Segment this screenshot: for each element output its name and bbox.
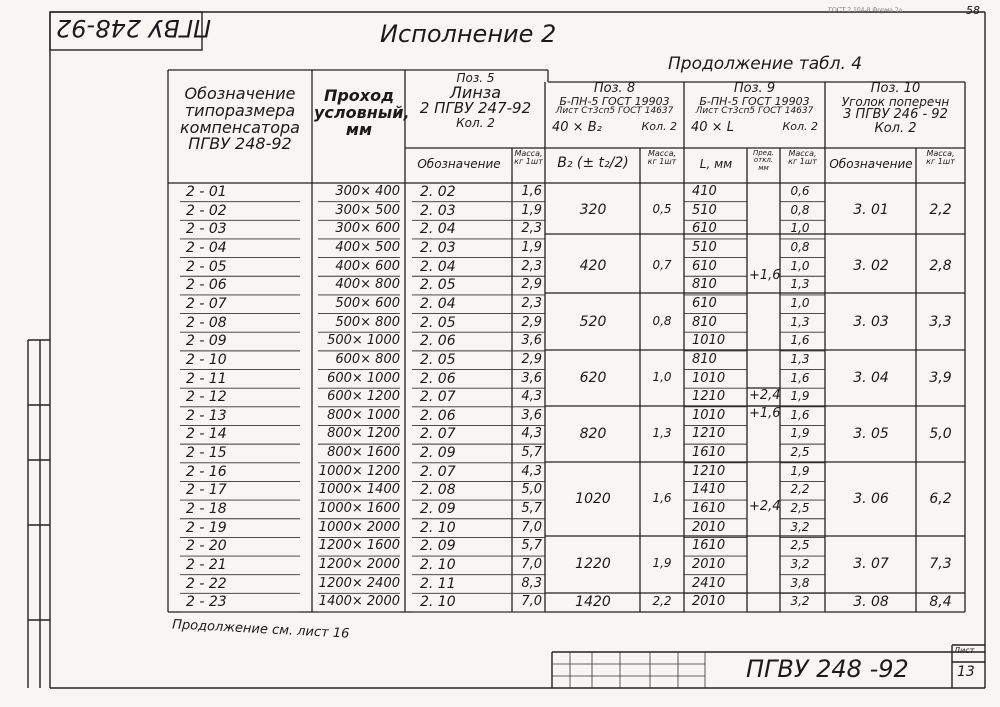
group-b2-mass: 0,8 (652, 313, 672, 328)
row-length: 1610 (692, 538, 726, 554)
row-passage: 500× 800 (335, 314, 400, 330)
row-code: 2 - 04 (186, 239, 227, 256)
row-length-mass: 1,9 (790, 463, 810, 478)
sub-angle-mass: Масса, кг 1шт (926, 149, 955, 167)
row-lens-mass: 5,0 (521, 482, 542, 498)
row-code: 2 - 03 (186, 221, 227, 238)
row-lens-designation: 2. 04 (420, 258, 456, 275)
row-code: 2 - 09 (186, 333, 227, 350)
row-lens-designation: 2. 09 (420, 445, 456, 462)
row-code: 2 - 20 (186, 538, 227, 555)
row-lens-mass: 3,6 (521, 333, 542, 349)
row-passage: 300× 400 (335, 184, 400, 199)
group-angle-mass: 3,9 (929, 369, 952, 386)
group-angle-designation: 3. 07 (853, 556, 889, 573)
group-angle-designation: 3. 05 (853, 425, 889, 442)
row-lens-designation: 2. 10 (420, 594, 456, 611)
row-length: 810 (692, 314, 717, 330)
row-passage: 400× 600 (335, 258, 400, 274)
group-b2: 620 (579, 369, 607, 386)
row-lens-designation: 2. 04 (420, 221, 456, 238)
row-lens-designation: 2. 07 (420, 389, 456, 406)
row-length-mass: 1,3 (790, 351, 810, 366)
row-code: 2 - 12 (186, 389, 227, 406)
header-passage: Проход условный, мм (314, 86, 410, 139)
group-b2: 320 (579, 201, 607, 218)
group-angle-designation: 3. 03 (853, 313, 889, 330)
row-lens-mass: 5,7 (521, 445, 542, 461)
row-lens-designation: 2. 05 (420, 277, 456, 294)
row-lens-designation: 2. 11 (420, 575, 456, 592)
form-meta: ГОСТ 2.104-8 Форма 2а (828, 7, 903, 14)
row-passage: 800× 1600 (327, 445, 400, 461)
row-lens-designation: 2. 07 (420, 463, 456, 480)
sub-angle-designation: Обозначение (829, 157, 913, 171)
row-passage: 1000× 1600 (318, 501, 400, 517)
group-b2-mass: 2,2 (652, 593, 672, 608)
row-length: 410 (692, 184, 717, 199)
row-lens-mass: 1,9 (521, 202, 542, 218)
group-angle-designation: 3. 08 (853, 593, 889, 610)
row-passage: 800× 1200 (327, 426, 400, 442)
row-passage: 1200× 2400 (318, 575, 400, 591)
row-passage: 1400× 2000 (318, 594, 400, 610)
group-angle-designation: 3. 01 (853, 201, 889, 218)
row-passage: 500× 1000 (327, 333, 400, 349)
row-lens-mass: 5,7 (521, 538, 542, 554)
sub-length: L, мм (699, 157, 733, 171)
row-code: 2 - 05 (186, 258, 227, 275)
row-length: 2010 (692, 557, 726, 573)
row-length-mass: 1,9 (790, 426, 810, 441)
row-length-mass: 3,2 (790, 519, 810, 534)
row-passage: 600× 800 (335, 351, 400, 367)
row-length-mass: 3,2 (790, 594, 810, 609)
row-length-mass: 1,9 (790, 389, 810, 404)
group-b2: 1420 (575, 593, 611, 610)
row-passage: 300× 600 (335, 221, 400, 237)
row-passage: 1000× 1400 (318, 482, 400, 498)
row-length-mass: 1,6 (790, 333, 810, 348)
row-lens-mass: 2,3 (521, 258, 542, 274)
row-code: 2 - 02 (186, 202, 227, 219)
deviation-value: +2,4 (749, 499, 781, 514)
row-passage: 1000× 2000 (318, 519, 400, 535)
group-b2: 1220 (575, 556, 611, 573)
row-lens-mass: 1,6 (521, 184, 542, 199)
continuation-label: Продолжение табл. 4 (668, 54, 863, 74)
corner-code: ПГВУ 248-92 (56, 14, 212, 42)
row-code: 2 - 18 (186, 501, 227, 518)
group-angle-mass: 8,4 (929, 593, 952, 610)
group-b2-mass: 1,6 (652, 491, 672, 506)
group-angle-designation: 3. 02 (853, 257, 889, 274)
sheet-number: 13 (957, 664, 975, 680)
row-passage: 1000× 1200 (318, 463, 400, 479)
group-b2-mass: 0,7 (652, 257, 672, 272)
row-code: 2 - 08 (186, 314, 227, 331)
deviation-value: +1,6 (749, 406, 781, 421)
row-code: 2 - 01 (186, 184, 227, 200)
row-passage: 1200× 1600 (318, 538, 400, 554)
row-length: 2010 (692, 519, 726, 535)
row-code: 2 - 06 (186, 277, 227, 294)
group-angle-mass: 3,3 (929, 313, 952, 330)
row-lens-mass: 3,6 (521, 370, 542, 386)
row-code: 2 - 16 (186, 463, 227, 480)
row-passage: 400× 800 (335, 277, 400, 293)
row-lens-mass: 1,9 (521, 239, 542, 255)
row-length-mass: 3,2 (790, 557, 810, 572)
row-length-mass: 1,0 (790, 295, 810, 310)
row-lens-mass: 8,3 (521, 575, 542, 591)
header-pos5: Поз. 5 Линза 2 ПГВУ 247-92 Кол. 2 (419, 71, 532, 131)
sub-lens-mass: Масса, кг 1шт (514, 149, 543, 167)
row-code: 2 - 21 (186, 557, 227, 574)
row-length-mass: 0,6 (790, 184, 810, 198)
group-angle-mass: 2,8 (929, 257, 952, 274)
row-lens-mass: 2,9 (521, 277, 542, 293)
group-angle-mass: 5,0 (929, 425, 952, 442)
row-length-mass: 2,5 (790, 445, 810, 460)
row-lens-mass: 2,9 (521, 351, 542, 367)
row-lens-designation: 2. 10 (420, 557, 456, 574)
group-angle-mass: 2,2 (929, 201, 952, 218)
row-lens-designation: 2. 09 (420, 538, 456, 555)
sub-deviation: Пред. откл. мм (752, 149, 775, 172)
deviation-value: +2,4 (749, 388, 781, 403)
row-length: 1610 (692, 501, 726, 517)
deviation-value: +1,6 (749, 268, 781, 283)
row-lens-mass: 4,3 (521, 426, 542, 442)
row-lens-mass: 7,0 (521, 557, 542, 573)
row-lens-designation: 2. 08 (420, 482, 456, 499)
row-code: 2 - 07 (186, 295, 227, 312)
row-lens-mass: 7,0 (521, 519, 542, 535)
row-code: 2 - 23 (186, 594, 227, 611)
row-length-mass: 1,0 (790, 221, 810, 236)
header-pos8: Поз. 8 Б-ПН-5 ГОСТ 19903 Лист Ст3сп5 ГОСТ 14637 40 × B₂ Кол. 2 (552, 81, 677, 135)
row-lens-mass: 5,7 (521, 501, 542, 517)
row-length: 1610 (692, 445, 726, 461)
group-angle-mass: 6,2 (929, 491, 952, 508)
row-passage: 600× 1200 (327, 389, 400, 405)
row-lens-designation: 2. 05 (420, 351, 456, 368)
group-b2: 820 (579, 425, 607, 442)
header-pos10: Поз. 10 Уголок поперечн 3 ПГВУ 246 - 92 Кол. 2 (841, 81, 950, 136)
group-b2-mass: 1,0 (652, 369, 672, 384)
row-length: 510 (692, 239, 717, 255)
row-length-mass: 1,3 (790, 277, 810, 292)
row-length-mass: 1,6 (790, 370, 810, 385)
row-length: 610 (692, 295, 717, 311)
row-lens-designation: 2. 09 (420, 501, 456, 518)
row-code: 2 - 10 (186, 351, 227, 368)
row-code: 2 - 22 (186, 575, 227, 592)
row-lens-mass: 4,3 (521, 389, 542, 405)
sub-b2: B₂ (± t₂/2) (557, 155, 629, 171)
row-length-mass: 2,2 (790, 482, 810, 497)
row-lens-mass: 2,9 (521, 314, 542, 330)
group-angle-mass: 7,3 (929, 556, 952, 573)
row-passage: 800× 1000 (327, 407, 400, 423)
row-length: 810 (692, 277, 717, 293)
row-lens-mass: 7,0 (521, 594, 542, 610)
row-passage: 1200× 2000 (318, 557, 400, 573)
row-lens-mass: 2,3 (521, 295, 542, 311)
row-lens-designation: 2. 03 (420, 202, 456, 219)
row-passage: 500× 600 (335, 295, 400, 311)
row-code: 2 - 19 (186, 519, 227, 536)
row-length: 1210 (692, 389, 726, 405)
page-title: Исполнение 2 (380, 20, 557, 48)
row-length-mass: 0,8 (790, 202, 810, 217)
sub-b2-mass: Масса, кг 1шт (647, 149, 677, 167)
group-b2-mass: 1,3 (652, 425, 672, 440)
row-length: 1210 (692, 463, 726, 479)
row-length: 510 (692, 202, 717, 218)
sub-lens-designation: Обозначение (417, 157, 501, 171)
continued-note: Продолжение см. лист 16 (171, 617, 350, 642)
header-designation: Обозначение типоразмера компенсатора ПГВУ 248-92 (180, 84, 300, 154)
row-lens-designation: 2. 02 (420, 184, 456, 200)
row-lens-mass: 4,3 (521, 463, 542, 479)
group-b2: 420 (579, 257, 607, 274)
group-b2: 520 (579, 313, 607, 330)
row-lens-designation: 2. 07 (420, 426, 456, 443)
row-length: 810 (692, 351, 717, 367)
row-length: 610 (692, 258, 717, 274)
row-length: 1010 (692, 370, 726, 386)
row-passage: 300× 500 (335, 202, 400, 218)
row-lens-designation: 2. 05 (420, 314, 456, 331)
row-passage: 600× 1000 (327, 370, 400, 386)
row-length-mass: 2,5 (790, 538, 810, 553)
row-lens-designation: 2. 03 (420, 239, 456, 256)
group-b2-mass: 0,5 (652, 201, 672, 216)
row-length: 1010 (692, 407, 726, 423)
row-length-mass: 3,8 (790, 575, 810, 590)
row-length-mass: 2,5 (790, 501, 810, 516)
row-length-mass: 1,3 (790, 314, 810, 329)
row-lens-mass: 3,6 (521, 407, 542, 423)
document-code: ПГВУ 248 -92 (746, 655, 909, 683)
row-lens-designation: 2. 06 (420, 407, 456, 424)
row-length-mass: 1,6 (790, 407, 810, 422)
group-angle-designation: 3. 04 (853, 369, 889, 386)
page-number: 58 (966, 4, 980, 17)
group-b2: 1020 (575, 491, 611, 508)
row-length-mass: 1,0 (790, 258, 810, 273)
row-lens-mass: 2,3 (521, 221, 542, 237)
row-lens-designation: 2. 10 (420, 519, 456, 536)
row-length-mass: 0,8 (790, 239, 810, 254)
row-code: 2 - 11 (186, 370, 227, 387)
row-length: 2010 (692, 594, 726, 610)
row-length: 2410 (692, 575, 726, 591)
row-length: 1010 (692, 333, 726, 349)
sheet-label: Лист (954, 646, 975, 655)
row-passage: 400× 500 (335, 239, 400, 255)
row-code: 2 - 14 (186, 426, 227, 443)
row-lens-designation: 2. 06 (420, 370, 456, 387)
row-length: 610 (692, 221, 717, 237)
row-lens-designation: 2. 04 (420, 295, 456, 312)
sub-length-mass: Масса, кг 1шт (788, 149, 817, 167)
group-b2-mass: 1,9 (652, 556, 672, 571)
row-code: 2 - 15 (186, 445, 227, 462)
header-pos9: Поз. 9 Б-ПН-5 ГОСТ 19903 Лист Ст3сп5 ГОСТ 14637 40 × L Кол. 2 (691, 81, 818, 135)
row-code: 2 - 13 (186, 407, 227, 424)
row-length: 1210 (692, 426, 726, 442)
row-code: 2 - 17 (186, 482, 227, 499)
row-lens-designation: 2. 06 (420, 333, 456, 350)
row-length: 1410 (692, 482, 726, 498)
group-angle-designation: 3. 06 (853, 491, 889, 508)
